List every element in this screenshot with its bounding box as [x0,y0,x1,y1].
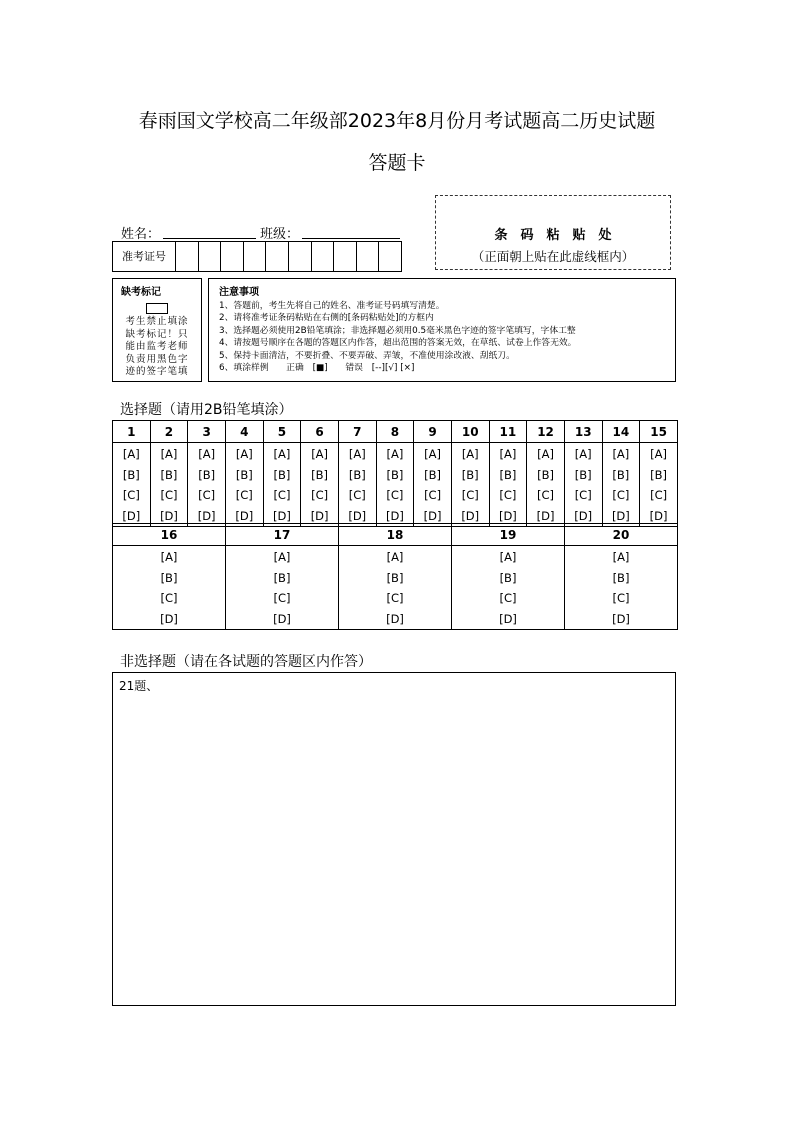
mc-table-2 [112,523,678,630]
exam-id-cell[interactable] [199,242,222,271]
option-bubble[interactable]: [B] [499,467,517,482]
option-bubble[interactable]: [B] [386,570,404,585]
option-cell [226,546,339,630]
option-bubble[interactable]: [A] [273,550,291,564]
exam-id-cell[interactable] [176,242,199,271]
option-cell [150,443,188,527]
question-number: 5 [263,421,301,443]
exam-id-cells [176,242,401,271]
option-cell [602,443,640,527]
answer-area-21[interactable] [112,672,676,1006]
option-bubble[interactable]: [B] [160,467,178,482]
option-bubble[interactable]: [B] [612,467,630,482]
option-cell [113,443,151,527]
option-bubble[interactable]: [C] [273,591,291,606]
question-number: 18 [339,524,452,546]
class-field[interactable] [302,224,400,239]
question-number: 4 [225,421,263,443]
option-bubble[interactable]: [A] [348,447,366,461]
notice-item: 2、请将准考证条码粘贴在右侧的[条码粘贴处]的方框内 [219,313,434,324]
option-bubble[interactable]: [A] [499,447,517,461]
option-bubble[interactable]: [B] [612,570,630,585]
option-bubble[interactable]: [B] [160,570,178,585]
option-bubble[interactable]: [D] [348,508,367,523]
option-bubble[interactable]: [A] [574,447,592,461]
option-bubble[interactable]: [C] [386,488,404,503]
question-number: 20 [565,524,678,546]
question-number: 8 [376,421,414,443]
nonmc-section-title: 非选择题（请在各试题的答题区内作答） [120,654,372,670]
option-bubble[interactable]: [C] [160,591,178,606]
option-cell [188,443,226,527]
question-number: 6 [301,421,339,443]
option-bubble[interactable]: [D] [536,508,555,523]
notice-item: 3、选择题必须使用2B铅笔填涂；非选择题必须用0.5毫米黑色字迹的签字笔填写，字体工整 [219,325,576,336]
exam-id-cell[interactable] [221,242,244,271]
option-cell [527,443,565,527]
option-cell [338,443,376,527]
notice-item: 6、填涂样例 正确 [■] 错误 [--][√] [×] [219,363,415,374]
option-bubble[interactable]: [D] [235,508,254,523]
exam-id-row [112,241,402,272]
option-bubble[interactable]: [D] [197,508,216,523]
option-bubble[interactable]: [A] [612,447,630,461]
option-bubble[interactable]: [C] [273,488,291,503]
exam-id-cell[interactable] [266,242,289,271]
option-bubble[interactable]: [B] [424,467,442,482]
option-bubble[interactable]: [A] [612,550,630,564]
absent-mark-box[interactable] [146,303,168,314]
notice-list [219,300,675,374]
option-bubble[interactable]: [A] [461,447,479,461]
option-bubble[interactable]: [A] [537,447,554,461]
option-bubble[interactable]: [B] [235,467,253,482]
option-bubble[interactable]: [D] [499,611,517,626]
absent-line: 迹的签字笔填 [125,366,189,377]
option-bubble[interactable]: [A] [122,447,140,461]
option-bubble[interactable]: [C] [235,488,253,503]
option-bubble[interactable]: [D] [386,611,404,626]
name-field[interactable] [163,224,256,239]
option-bubble[interactable]: [C] [499,591,517,606]
option-bubble[interactable]: [D] [611,508,630,523]
exam-id-cell[interactable] [357,242,380,271]
option-bubble[interactable]: [D] [160,508,178,523]
exam-id-cell[interactable] [334,242,357,271]
option-cell [564,443,602,527]
option-bubble[interactable]: [A] [235,447,253,461]
absent-line: 能由监考老师 [125,341,189,352]
class-label: 班级： [260,227,300,242]
absent-box [112,278,202,382]
option-cell [376,443,414,527]
option-bubble[interactable]: [C] [612,591,630,606]
option-bubble[interactable]: [C] [499,488,517,503]
option-bubble[interactable]: [C] [650,488,668,503]
option-bubble[interactable]: [B] [348,467,366,482]
option-bubble[interactable]: [A] [650,447,668,461]
barcode-subtitle: （正面朝上贴在此虚线框内） [471,249,635,264]
question-number: 17 [226,524,339,546]
option-bubble[interactable]: [C] [612,488,630,503]
option-cell [565,546,678,630]
barcode-area [435,195,671,270]
option-bubble[interactable]: [B] [311,467,329,482]
absent-title: 缺考标记 [121,287,161,298]
option-bubble[interactable]: [B] [386,467,404,482]
question-number: 10 [451,421,489,443]
option-bubble[interactable]: [C] [461,488,479,503]
absent-line: 缺考标记！只 [125,328,189,340]
option-cell [489,443,527,527]
question-number: 3 [188,421,226,443]
exam-id-label: 准考证号 [113,242,176,271]
exam-id-cell[interactable] [289,242,312,271]
absent-line: 负责用黑色字 [125,353,189,365]
option-bubble[interactable]: [B] [461,467,479,482]
exam-id-cell[interactable] [379,242,401,271]
option-bubble[interactable]: [C] [424,488,442,503]
mc-section-title: 选择题（请用2B铅笔填涂） [120,402,293,418]
q21-label: 21题、 [119,679,159,693]
question-number: 19 [452,524,565,546]
option-bubble[interactable]: [B] [273,570,291,585]
question-number: 14 [602,421,640,443]
notice-box [208,278,676,382]
option-bubble[interactable]: [B] [499,570,517,585]
option-cell [339,546,452,630]
question-number: 9 [414,421,452,443]
page-subtitle: 答题卡 [368,152,426,174]
option-cell [113,546,226,630]
question-number: 12 [527,421,565,443]
notice-item: 1、答题前，考生先将自己的姓名、准考证号码填写清楚。 [219,301,445,311]
option-bubble[interactable]: [C] [122,488,140,503]
option-cell [640,443,678,527]
option-bubble[interactable]: [D] [574,508,593,523]
option-bubble[interactable]: [A] [311,447,329,461]
name-label: 姓名： [121,227,161,242]
option-cell [451,443,489,527]
question-number: 2 [150,421,188,443]
option-bubble[interactable]: [B] [198,467,216,482]
notice-title: 注意事项 [219,287,259,298]
option-bubble[interactable]: [D] [612,611,630,626]
option-bubble[interactable]: [B] [122,467,140,482]
option-cell [414,443,452,527]
option-bubble[interactable]: [A] [424,447,441,461]
option-bubble[interactable]: [A] [273,447,291,461]
absent-text [113,316,201,379]
option-bubble[interactable]: [D] [649,508,668,523]
option-bubble[interactable]: [C] [160,488,178,503]
exam-id-cell[interactable] [312,242,335,271]
option-bubble[interactable]: [B] [574,467,592,482]
option-bubble[interactable]: [A] [160,550,178,564]
option-cell [452,546,565,630]
option-bubble[interactable]: [C] [574,488,592,503]
question-number: 11 [489,421,527,443]
option-bubble[interactable]: [A] [198,447,216,461]
question-number: 7 [338,421,376,443]
option-bubble[interactable]: [B] [650,467,668,482]
option-bubble[interactable]: [B] [273,467,291,482]
option-bubble[interactable]: [C] [311,488,329,503]
option-bubble[interactable]: [A] [386,447,404,461]
option-bubble[interactable]: [C] [198,488,216,503]
option-bubble[interactable]: [A] [386,550,404,564]
option-bubble[interactable]: [A] [160,447,178,461]
option-cell [263,443,301,527]
option-bubble[interactable]: [A] [499,550,517,564]
question-number: 13 [564,421,602,443]
option-bubble[interactable]: [C] [386,591,404,606]
question-number: 15 [640,421,678,443]
option-bubble[interactable]: [D] [273,508,291,523]
absent-line: 考生禁止填涂 [125,316,189,327]
barcode-title: 条 码 粘 贴 处 [494,228,612,243]
option-cell [225,443,263,527]
option-bubble[interactable]: [D] [423,508,442,523]
option-bubble[interactable]: [D] [498,508,517,523]
notice-item: 4、请按题号顺序在各题的答题区内作答，超出范围的答案无效，在草纸、试卷上作答无效。 [219,338,577,349]
option-bubble[interactable]: [D] [310,508,329,523]
option-bubble[interactable]: [D] [273,611,291,626]
exam-id-cell[interactable] [244,242,267,271]
question-number: 1 [113,421,151,443]
page-title: 春雨国文学校高二年级部2023年8月份月考试题高二历史试题 [138,110,656,132]
option-bubble[interactable]: [C] [348,488,366,503]
option-bubble[interactable]: [C] [537,488,555,503]
mc-table-1 [112,420,678,527]
option-bubble[interactable]: [B] [537,467,554,482]
option-bubble[interactable]: [D] [122,508,141,523]
notice-item: 5、保持卡面清洁，不要折叠、不要弄破、弄皱，不准使用涂改液、刮纸刀。 [219,350,515,361]
option-cell [301,443,339,527]
option-bubble[interactable]: [D] [160,611,178,626]
option-bubble[interactable]: [D] [386,508,404,523]
option-bubble[interactable]: [D] [461,508,480,523]
question-number: 16 [113,524,226,546]
